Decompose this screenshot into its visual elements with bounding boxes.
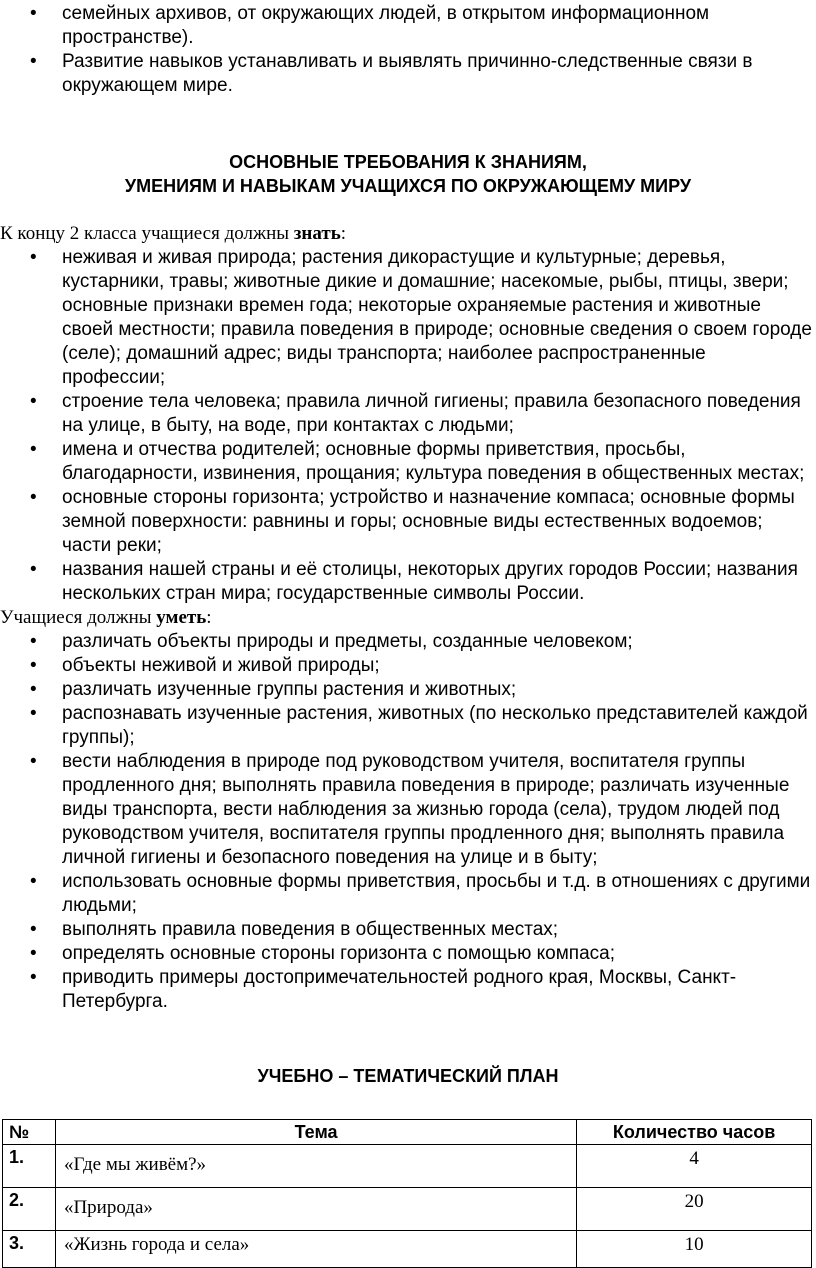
table-row [3, 1145, 812, 1188]
row-topic: «Жизнь города и села» [55, 1231, 576, 1268]
table-row [3, 1188, 812, 1231]
list-item: • различать объекты природы и предметы, созданные человеком; [0, 630, 816, 654]
can-lead-end: : [206, 607, 212, 628]
know-lead-text: К концу 2 класса учащиеся должны [0, 223, 294, 244]
know-lead-end: : [340, 223, 347, 244]
know-list [0, 246, 816, 606]
list-item: • объекты неживой и живой природы; [0, 654, 816, 678]
row-num: 1. [3, 1145, 56, 1188]
header-hours: Количество часов [577, 1120, 812, 1145]
list-item: • приводить примеры достопримечательностей родного края, Москвы, Санкт-Петербурга. [0, 966, 816, 1014]
list-item: • вести наблюдения в природе под руководством учителя, воспитателя группы продленного дня; выполнять правила поведения в природе; различать изученные виды транспорта, вести наблюдения за жизнью города (села), трудом людей под руководством учителя, воспитателя группы продленного дня; выполнять правила личной гигиены и безопасного поведения на улице и в быту; [0, 750, 816, 870]
list-item: • определять основные стороны горизонта с помощью компаса; [0, 942, 816, 966]
list-item: • распознавать изученные растения, животных (по несколько представителей каждой группы); [0, 702, 816, 750]
row-num: 2. [3, 1188, 56, 1231]
row-topic: «Где мы живём?» [55, 1145, 576, 1188]
heading-line: УМЕНИЯМ И НАВЫКАМ УЧАЩИХСЯ ПО ОКРУЖАЮЩЕМУ МИРУ [124, 176, 692, 196]
list-item: • строение тела человека; правила личной гигиены; правила безопасного поведения на улице, в быту, на воде, при контактах с людьми; [0, 390, 816, 438]
plan-heading: УЧЕБНО – ТЕМАТИЧЕСКИЙ ПЛАН [257, 1066, 559, 1086]
header-topic: Тема [55, 1120, 576, 1145]
know-lead [0, 222, 816, 246]
list-item: • выполнять правила поведения в общественных местах; [0, 918, 816, 942]
heading-line: ОСНОВНЫЕ ТРЕБОВАНИЯ К ЗНАНИЯМ, [229, 152, 587, 172]
row-topic: «Природа» [55, 1188, 576, 1231]
know-lead-bold: знать [293, 223, 341, 244]
row-num: 3. [3, 1231, 56, 1268]
table-row [3, 1231, 812, 1268]
can-lead-bold: уметь [156, 607, 207, 628]
row-hours: 10 [577, 1231, 812, 1268]
list-item: • использовать основные формы приветствия, просьбы и т.д. в отношениях с другими людьми; [0, 870, 816, 918]
requirements-heading [0, 150, 816, 198]
intro-list [0, 2, 816, 98]
list-item: • имена и отчества родителей; основные формы приветствия, просьбы, благодарности, извинения, прощания; культура поведения в общественных местах; [0, 438, 816, 486]
requirements-body [0, 222, 816, 1014]
can-lead [0, 606, 816, 630]
list-item: • различать изученные группы растения и животных; [0, 678, 816, 702]
list-item: • названия нашей страны и её столицы, некоторых других городов России; названия нескольких стран мира; государственные символы России. [0, 558, 816, 606]
row-hours: 20 [577, 1188, 812, 1231]
plan-table [2, 1119, 812, 1268]
list-item: • Развитие навыков устанавливать и выявлять причинно-следственные связи в окружающем мире. [0, 50, 816, 98]
header-num: № [3, 1120, 56, 1145]
list-item: • неживая и живая природа; растения дикорастущие и культурные; деревья, кустарники, травы; животные дикие и домашние; насекомые, рыбы, птицы, звери; основные признаки времен года; некоторые охраняемые растения и животные своей местности; правила поведения в природе; основные сведения о своем городе (селе); домашний адрес; виды транспорта; наиболее распространенные профессии; [0, 246, 816, 390]
list-item: • основные стороны горизонта; устройство и назначение компаса; основные формы земной поверхности: равнины и горы; основные виды естественных водоемов; части реки; [0, 486, 816, 558]
list-item: • семейных архивов, от окружающих людей, в открытом информационном пространстве). [0, 2, 816, 50]
can-list [0, 630, 816, 1014]
can-lead-text: Учащиеся должны [0, 607, 157, 628]
table-header-row [3, 1120, 812, 1145]
row-hours: 4 [577, 1145, 812, 1188]
